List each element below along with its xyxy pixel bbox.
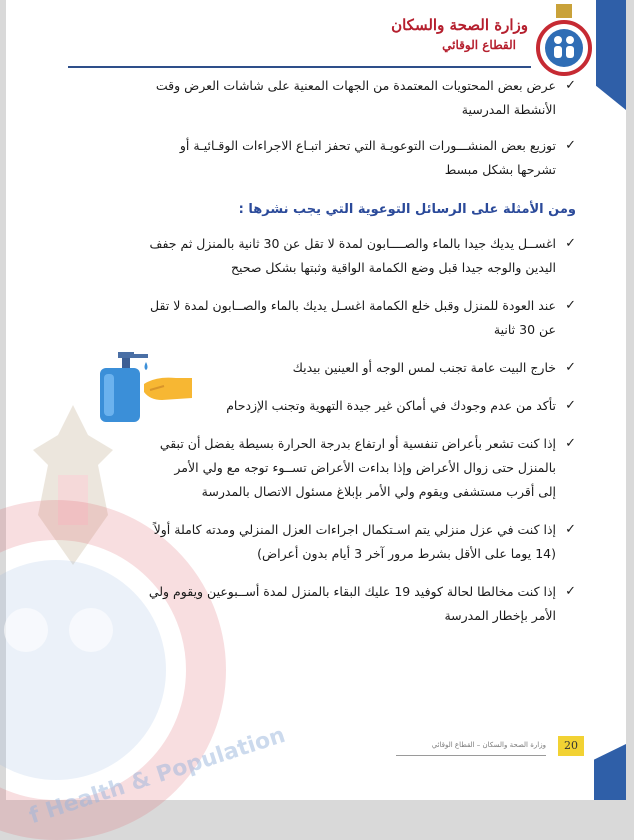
list-item-line: إلى أقرب مستشفى ويقوم ولي الأمر بإبلاغ مسئول الاتصال بالمدرسة: [201, 484, 556, 499]
document-page: [6, 0, 626, 830]
list-item-line: إذا كنت في عزل منزلي يتم اسـتكمال اجراءات العزل المنزلي ومدته كاملة أولاً: [153, 522, 556, 537]
section-heading: ومن الأمثلة على الرسائل التوعوية التي يجب نشرها :: [238, 202, 576, 217]
list-item-line: عرض بعض المحتويات المعتمدة من الجهات المعنية على شاشات العرض وقت: [155, 78, 556, 93]
bullet-list-messages: [42, 232, 576, 628]
header-rule: [68, 66, 531, 68]
list-item: [42, 518, 576, 566]
footer-rule: [396, 755, 546, 756]
check-icon: ✓: [565, 360, 576, 375]
footer-text: وزارة الصحة والسكان – القطاع الوقائي: [431, 741, 546, 749]
list-item: [42, 232, 576, 280]
list-item: [42, 74, 576, 122]
list-item-line: تأكد من عدم وجودك في أماكن غير جيدة التهوية وتجنب الإزدحام: [226, 398, 556, 413]
list-item-line: اغســل يديك جيدا بالماء والصــــابون لمدة لا تقل عن 30 ثانية بالمنزل ثم جفف: [149, 236, 556, 251]
list-item: [42, 580, 576, 628]
check-icon: ✓: [565, 78, 576, 93]
handwash-icon: [96, 350, 196, 425]
list-item-line: خارج البيت عامة تجنب لمس الوجه أو العينين بيديك: [292, 360, 556, 375]
list-item: [42, 294, 576, 342]
list-item-line: توزيع بعض المنشـــورات التوعويـة التي تحفز اتبـاع الاجراءات الوقـائيـة أو: [179, 138, 556, 153]
list-item-line: إذا كنت مخالطا لحالة كوفيد 19 عليك البقاء بالمنزل لمدة أســبوعين ويقوم ولي: [148, 584, 556, 599]
sector-name: القطاع الوقائي: [442, 38, 516, 52]
list-item-line: الأنشطة المدرسية: [461, 102, 556, 117]
bottom-corner-decoration: [594, 744, 626, 800]
list-item: [42, 134, 576, 182]
page-number: 20: [558, 736, 584, 756]
check-icon: ✓: [565, 436, 576, 451]
list-item-line: اليدين والوجه جيدا قبل وضع الكمامة الواقية وثبتها بشكل صحيح: [230, 260, 556, 275]
check-icon: ✓: [565, 298, 576, 313]
list-item-line: عن 30 ثانية: [493, 322, 556, 337]
ministry-name: وزارة الصحة والسكان: [391, 16, 528, 34]
list-item-line: عند العودة للمنزل وقبل خلع الكمامة اغسـل يديك بالماء والصــابون لمدة لا تقل: [150, 298, 556, 313]
list-item-line: (14 يوما على الأقل بشرط مرور آخر 3 أيام بدون أعراض): [257, 546, 556, 561]
check-icon: ✓: [565, 236, 576, 251]
check-icon: ✓: [565, 584, 576, 599]
ministry-logo-icon: [534, 4, 594, 76]
list-item-line: تشرحها بشكل مبسط: [444, 162, 556, 177]
list-item-line: إذا كنت تشعر بأعراض تنفسية أو ارتفاع بدرجة الحرارة بسيطة يفضل أن تبقي: [159, 436, 556, 451]
bullet-list-activities: [42, 74, 576, 182]
top-corner-decoration: [596, 0, 626, 110]
check-icon: ✓: [565, 138, 576, 153]
watermark-text: f Health & Population: [26, 722, 289, 830]
list-item: [42, 432, 576, 504]
check-icon: ✓: [565, 398, 576, 413]
list-item-line: بالمنزل حتى زوال الأعراض وإذا بداءت الأعراض تســوء توجه مع ولي الأمر: [174, 460, 556, 475]
list-item-line: الأمر بإخطار المدرسة: [444, 608, 556, 623]
check-icon: ✓: [565, 522, 576, 537]
